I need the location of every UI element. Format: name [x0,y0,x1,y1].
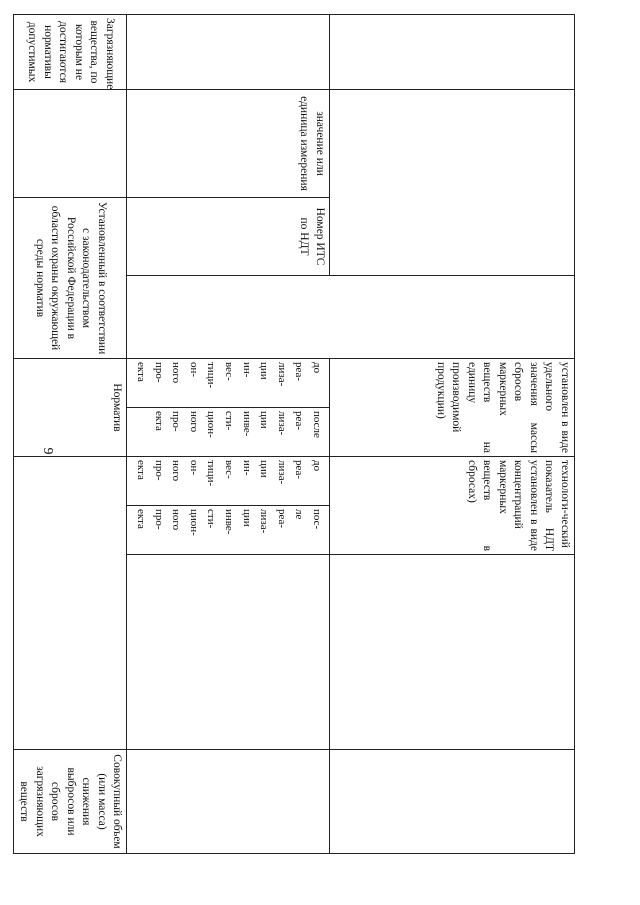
header-mass-established: установлен в виде удельного значения массы сбросов маркерных веществ на единицу производимой продукции) [330,359,575,457]
data-table [13,14,575,854]
foot-empty-2 [13,457,127,750]
header-value-unit: значение или единица измерения [127,90,330,198]
page-number: 9 [40,447,55,455]
header-itc-number: Номер ИТС по НДТ [127,198,330,276]
header-tech-indicator: технологи-ческий показатель НДТ установлен в виде концентраций маркерных веществ в сбросах) [330,457,575,555]
col-after-2: пос- ле реа- лиза- ции инве- сти- цион- ного про- екта [127,506,330,555]
total-volume-label: Совокупный объем (или масса) снижения выбросов или сбросов загрязняющих веществ [13,750,127,854]
rotated-table-sheet [18,14,575,853]
sub-empty-2 [127,555,330,750]
header-empty-3 [127,276,575,359]
header-empty-2 [330,90,575,276]
pollutants-label: Загрязняющие вещества, по которым не достигаются нормативы допустимых [13,15,127,90]
sub-empty-3 [127,750,330,854]
sub-empty-1 [127,15,330,90]
col-before-2: до реа- лиза- ции ин- вес- тици- он- ного про- екта [127,457,330,506]
header-empty-1 [330,15,575,90]
foot-empty-1 [13,90,127,198]
established-norm-label: Установленный в соответствии с законодательством Российской Федерации в области охраны окружающей среды норматив [13,198,127,359]
col-after-1: после реа- лиза- ции инве- сти- цион- ного про- екта [127,408,330,457]
col-before-1: до реа- лиза- ции ин- вес- тици- он- ного про- екта [127,359,330,408]
norm-label: Норматив [13,359,127,457]
header-empty-4 [330,555,575,750]
header-empty-5 [330,750,575,854]
